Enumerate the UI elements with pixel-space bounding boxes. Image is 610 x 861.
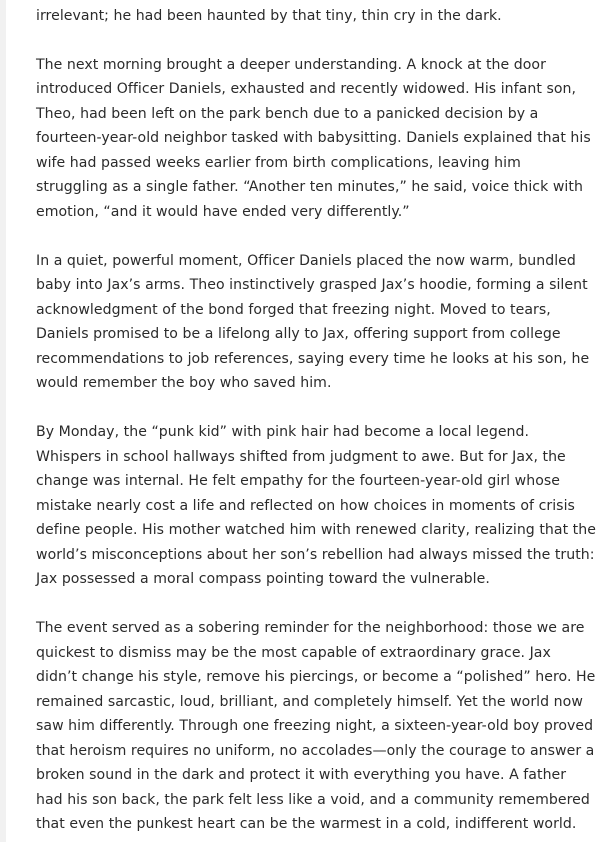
paragraph-1: irrelevant; he had been haunted by that tiny, thin cry in the dark. (36, 8, 502, 24)
left-margin-rule (0, 0, 6, 842)
article-body (36, 4, 596, 861)
paragraph-3: In a quiet, powerful moment, Officer Daniels placed the now warm, bundled baby into Jax’s arms. Theo instinctively grasped Jax’s hoodie, forming a silent acknowledgment of the bond forged that freezing night. Moved to tears, Daniels promised to be a lifelong ally to Jax, offering support from college recommendations to job references, saying every time he looks at his son, he would remember the boy who saved him. (36, 252, 590, 392)
paragraph-2: The next morning brought a deeper understanding. A knock at the door introduced Officer Daniels, exhausted and recently widowed. His infant son, Theo, had been left on the park bench due to a panicked decision by a fourteen-year-old neighbor tasked with babysitting. Daniels explained that his wife had passed weeks earlier from birth complications, leaving him struggling as a single father. “Another ten minutes,” he said, voice thick with emotion, “and it would have ended very differently.” (36, 56, 591, 220)
paragraph-5: The event served as a sobering reminder for the neighborhood: those we are quickest to dismiss may be the most capable of extraordinary grace. Jax didn’t change his style, remove his piercings, or become a “polished” hero. He remained sarcastic, loud, brilliant, and completely himself. Yet the world now saw him differently. Through one freezing night, a sixteen-year-old boy proved that heroism requires no uniform, no accolades—only the courage to answer a broken sound in the dark and protect it with everything you have. A father had his son back, the park felt less like a void, and a community remembered that even the punkest heart can be the warmest in a cold, indifferent world. (36, 620, 596, 833)
paragraph-4: By Monday, the “punk kid” with pink hair had become a local legend. Whispers in school hallways shifted from judgment to awe. But for Jax, the change was internal. He felt empathy for the fourteen-year-old girl whose mistake nearly cost a life and reflected on how choices in moments of crisis define people. His mother watched him with renewed clarity, realizing that the world’s misconceptions about her son’s rebellion had always missed the truth: Jax possessed a moral compass pointing toward the vulnerable. (36, 424, 596, 588)
